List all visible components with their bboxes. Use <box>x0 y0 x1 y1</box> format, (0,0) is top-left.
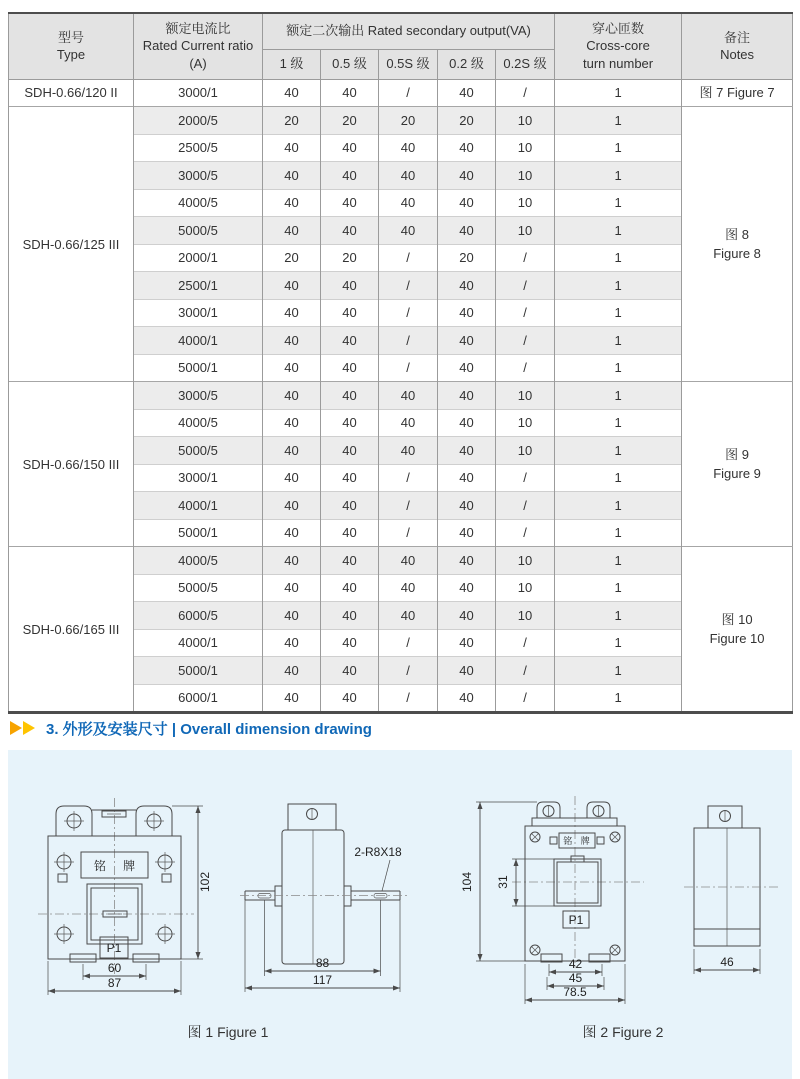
header-line: Cross-core <box>586 38 650 54</box>
value-cell: 40 <box>379 574 438 602</box>
value-cell: 40 <box>438 354 496 382</box>
figure2-side-drawing <box>684 794 778 1010</box>
value-cell: / <box>379 684 438 713</box>
arrow-right-icon <box>23 721 35 735</box>
value-cell: / <box>496 272 555 300</box>
value-cell: / <box>496 244 555 272</box>
col-header-notes <box>682 13 793 79</box>
arrow-right-icon <box>10 721 22 735</box>
value-cell: 20 <box>379 107 438 135</box>
value-cell: 40 <box>263 602 321 630</box>
col-header-class-05s: 0.5S 级 <box>379 49 438 79</box>
ratio-cell: 3000/5 <box>134 382 263 410</box>
col-header-class-1: 1 级 <box>263 49 321 79</box>
value-cell: 40 <box>263 299 321 327</box>
col-header-ratio <box>134 13 263 79</box>
col-header-type <box>9 13 134 79</box>
header-line: 备注 <box>724 29 751 45</box>
value-cell: 40 <box>438 382 496 410</box>
type-cell: SDH-0.66/165 III <box>9 547 134 713</box>
ratio-cell: 3000/5 <box>134 162 263 190</box>
value-cell: 20 <box>321 244 379 272</box>
value-cell: 40 <box>321 382 379 410</box>
value-cell: 1 <box>555 327 682 355</box>
notes-cell <box>682 79 793 107</box>
dim-label: 104 <box>460 871 474 893</box>
header-line: (A) <box>189 56 207 72</box>
value-cell: 40 <box>263 272 321 300</box>
value-cell: / <box>496 684 555 713</box>
value-cell: 40 <box>321 272 379 300</box>
value-cell: 40 <box>438 629 496 657</box>
header-line: 穿心匝数 <box>592 20 645 36</box>
type-cell: SDH-0.66/150 III <box>9 382 134 547</box>
header-line: 型号 <box>57 29 84 45</box>
value-cell: / <box>379 327 438 355</box>
value-cell: 40 <box>379 217 438 245</box>
value-cell: / <box>496 492 555 520</box>
value-cell: 40 <box>321 547 379 575</box>
value-cell: 40 <box>379 547 438 575</box>
dim-label: 102 <box>198 871 212 893</box>
spec-table-body <box>9 79 793 713</box>
note-line: 图 10 <box>721 611 753 627</box>
note-line: Figure 8 <box>713 246 761 261</box>
value-cell: 40 <box>321 464 379 492</box>
value-cell: 40 <box>379 162 438 190</box>
value-cell: 40 <box>263 217 321 245</box>
value-cell: 40 <box>321 299 379 327</box>
value-cell: / <box>496 354 555 382</box>
dim-label: 117 <box>312 973 333 987</box>
value-cell: 40 <box>438 602 496 630</box>
value-cell: 40 <box>263 519 321 547</box>
value-cell: 1 <box>555 437 682 465</box>
value-cell: 10 <box>496 602 555 630</box>
value-cell: 10 <box>496 547 555 575</box>
value-cell: 40 <box>438 162 496 190</box>
value-cell: 1 <box>555 354 682 382</box>
value-cell: 40 <box>321 79 379 107</box>
col-header-class-05: 0.5 级 <box>321 49 379 79</box>
value-cell: 40 <box>321 657 379 685</box>
value-cell: / <box>496 519 555 547</box>
notes-cell <box>682 382 793 547</box>
ratio-cell: 4000/5 <box>134 189 263 217</box>
value-cell: 40 <box>321 354 379 382</box>
value-cell: 1 <box>555 519 682 547</box>
value-cell: / <box>379 354 438 382</box>
value-cell: 40 <box>438 684 496 713</box>
value-cell: 10 <box>496 189 555 217</box>
ratio-cell: 5000/1 <box>134 519 263 547</box>
dim-label: 46 <box>720 955 734 969</box>
value-cell: 20 <box>263 244 321 272</box>
value-cell: 40 <box>379 189 438 217</box>
value-cell: 20 <box>438 244 496 272</box>
value-cell: / <box>496 464 555 492</box>
value-cell: 40 <box>263 629 321 657</box>
value-cell: 10 <box>496 162 555 190</box>
value-cell: 40 <box>438 272 496 300</box>
note-line: 图 9 <box>725 446 749 462</box>
col-header-output: 额定二次输出 Rated secondary output(VA) <box>263 13 555 49</box>
value-cell: / <box>379 464 438 492</box>
value-cell: 1 <box>555 464 682 492</box>
value-cell: 1 <box>555 299 682 327</box>
value-cell: 1 <box>555 189 682 217</box>
value-cell: / <box>496 79 555 107</box>
figure1-front-drawing <box>38 794 216 1006</box>
header-line: Notes <box>720 47 755 63</box>
value-cell: 40 <box>321 574 379 602</box>
value-cell: 1 <box>555 492 682 520</box>
nameplate-label: 铭 牌 <box>93 859 143 873</box>
value-cell: 40 <box>438 134 496 162</box>
value-cell: 1 <box>555 79 682 107</box>
dim-label: 88 <box>315 956 330 970</box>
value-cell: 10 <box>496 574 555 602</box>
header-line: Type <box>56 47 86 63</box>
section-heading-text: 3. 外形及安装尺寸 | Overall dimension drawing <box>46 720 372 738</box>
value-cell: 40 <box>438 217 496 245</box>
header-line: turn number <box>583 56 654 72</box>
col-header-class-02: 0.2 级 <box>438 49 496 79</box>
ratio-cell: 2000/1 <box>134 244 263 272</box>
ratio-cell: 6000/1 <box>134 684 263 713</box>
figure1-caption: 图 1 Figure 1 <box>187 1024 269 1040</box>
ratio-cell: 4000/1 <box>134 327 263 355</box>
ratio-cell: 4000/5 <box>134 409 263 437</box>
dimension-panel <box>8 750 792 1079</box>
value-cell: 40 <box>263 657 321 685</box>
spec-table-header <box>9 13 793 79</box>
col-header-turns <box>555 13 682 79</box>
value-cell: 40 <box>263 189 321 217</box>
ratio-cell: 6000/5 <box>134 602 263 630</box>
spec-table <box>8 12 793 714</box>
value-cell: 40 <box>263 464 321 492</box>
value-cell: / <box>379 629 438 657</box>
value-cell: 40 <box>321 189 379 217</box>
value-cell: 1 <box>555 382 682 410</box>
value-cell: 40 <box>263 354 321 382</box>
section-heading <box>10 716 372 740</box>
dim-label: 42 <box>568 957 583 971</box>
header-line: Rated Current ratio <box>142 38 254 54</box>
value-cell: 1 <box>555 107 682 135</box>
value-cell: 40 <box>263 382 321 410</box>
type-cell: SDH-0.66/120 II <box>9 79 134 107</box>
figure2-front-drawing <box>462 794 648 1010</box>
value-cell: 40 <box>438 299 496 327</box>
value-cell: 40 <box>379 409 438 437</box>
dim-label: 60 <box>107 961 122 975</box>
note-line: Figure 9 <box>713 466 761 481</box>
figure2-caption: 图 2 Figure 2 <box>582 1024 664 1040</box>
value-cell: 1 <box>555 217 682 245</box>
ratio-cell: 4000/1 <box>134 629 263 657</box>
value-cell: 40 <box>379 602 438 630</box>
col-header-class-02s: 0.2S 级 <box>496 49 555 79</box>
value-cell: 40 <box>321 162 379 190</box>
dim-label: 87 <box>107 976 122 990</box>
ratio-cell: 2500/5 <box>134 134 263 162</box>
value-cell: 40 <box>321 519 379 547</box>
note-line: 图 8 <box>725 226 749 242</box>
ratio-cell: 5000/5 <box>134 217 263 245</box>
value-cell: 1 <box>555 409 682 437</box>
value-cell: 40 <box>263 492 321 520</box>
ratio-cell: 5000/1 <box>134 354 263 382</box>
value-cell: 40 <box>263 134 321 162</box>
value-cell: 40 <box>438 519 496 547</box>
value-cell: 40 <box>438 327 496 355</box>
terminal-p1-label: P1 <box>568 913 584 927</box>
value-cell: 40 <box>321 409 379 437</box>
nameplate-label: 铭 牌 <box>563 836 593 846</box>
value-cell: 10 <box>496 217 555 245</box>
note-line: Figure 10 <box>709 631 765 646</box>
value-cell: 40 <box>321 327 379 355</box>
value-cell: 10 <box>496 437 555 465</box>
figure1-side-drawing <box>240 794 415 1006</box>
value-cell: / <box>379 244 438 272</box>
value-cell: 40 <box>379 382 438 410</box>
value-cell: 40 <box>438 409 496 437</box>
header-line: 额定电流比 <box>165 20 231 36</box>
value-cell: 1 <box>555 629 682 657</box>
note-line: 图 7 Figure 7 <box>699 85 775 100</box>
value-cell: 1 <box>555 602 682 630</box>
table-row <box>9 382 793 410</box>
value-cell: 40 <box>321 134 379 162</box>
dim-label: 78.5 <box>563 985 587 999</box>
value-cell: 10 <box>496 134 555 162</box>
value-cell: 1 <box>555 244 682 272</box>
dim-label: 31 <box>496 875 510 889</box>
ratio-cell: 3000/1 <box>134 464 263 492</box>
value-cell: 40 <box>379 437 438 465</box>
notes-cell <box>682 547 793 713</box>
value-cell: 1 <box>555 574 682 602</box>
value-cell: 1 <box>555 162 682 190</box>
value-cell: 40 <box>379 134 438 162</box>
value-cell: / <box>379 79 438 107</box>
value-cell: 40 <box>438 79 496 107</box>
value-cell: / <box>496 327 555 355</box>
value-cell: / <box>379 492 438 520</box>
value-cell: 40 <box>321 602 379 630</box>
value-cell: 40 <box>263 327 321 355</box>
value-cell: / <box>379 657 438 685</box>
value-cell: 1 <box>555 134 682 162</box>
value-cell: 10 <box>496 107 555 135</box>
value-cell: / <box>379 299 438 327</box>
value-cell: 40 <box>438 574 496 602</box>
ratio-cell: 5000/1 <box>134 657 263 685</box>
ratio-cell: 2000/5 <box>134 107 263 135</box>
value-cell: 40 <box>438 657 496 685</box>
value-cell: 40 <box>263 437 321 465</box>
value-cell: 20 <box>438 107 496 135</box>
value-cell: 40 <box>321 684 379 713</box>
value-cell: 10 <box>496 382 555 410</box>
value-cell: 40 <box>263 574 321 602</box>
value-cell: 1 <box>555 272 682 300</box>
value-cell: 40 <box>321 217 379 245</box>
ratio-cell: 4000/1 <box>134 492 263 520</box>
value-cell: 40 <box>321 437 379 465</box>
ratio-cell: 5000/5 <box>134 437 263 465</box>
value-cell: 10 <box>496 409 555 437</box>
value-cell: 20 <box>321 107 379 135</box>
ratio-cell: 2500/1 <box>134 272 263 300</box>
ratio-cell: 3000/1 <box>134 299 263 327</box>
ratio-cell: 4000/5 <box>134 547 263 575</box>
value-cell: 1 <box>555 547 682 575</box>
value-cell: 40 <box>321 629 379 657</box>
type-cell: SDH-0.66/125 III <box>9 107 134 382</box>
value-cell: 1 <box>555 684 682 713</box>
table-row <box>9 547 793 575</box>
ratio-cell: 5000/5 <box>134 574 263 602</box>
value-cell: / <box>496 629 555 657</box>
value-cell: 40 <box>263 162 321 190</box>
value-cell: 40 <box>438 464 496 492</box>
value-cell: 40 <box>438 547 496 575</box>
value-cell: 40 <box>438 189 496 217</box>
value-cell: 1 <box>555 657 682 685</box>
value-cell: / <box>496 299 555 327</box>
value-cell: 40 <box>263 79 321 107</box>
value-cell: 40 <box>263 684 321 713</box>
value-cell: / <box>496 657 555 685</box>
notes-cell <box>682 107 793 382</box>
dim-label: 45 <box>568 971 583 985</box>
value-cell: 20 <box>263 107 321 135</box>
table-row <box>9 107 793 135</box>
value-cell: 40 <box>263 409 321 437</box>
value-cell: / <box>379 272 438 300</box>
terminal-p1-label: P1 <box>106 941 122 955</box>
table-row <box>9 79 793 107</box>
slot-note-label: 2-R8X18 <box>354 845 402 859</box>
value-cell: 40 <box>438 492 496 520</box>
ratio-cell: 3000/1 <box>134 79 263 107</box>
value-cell: / <box>379 519 438 547</box>
value-cell: 40 <box>263 547 321 575</box>
value-cell: 40 <box>321 492 379 520</box>
value-cell: 40 <box>438 437 496 465</box>
